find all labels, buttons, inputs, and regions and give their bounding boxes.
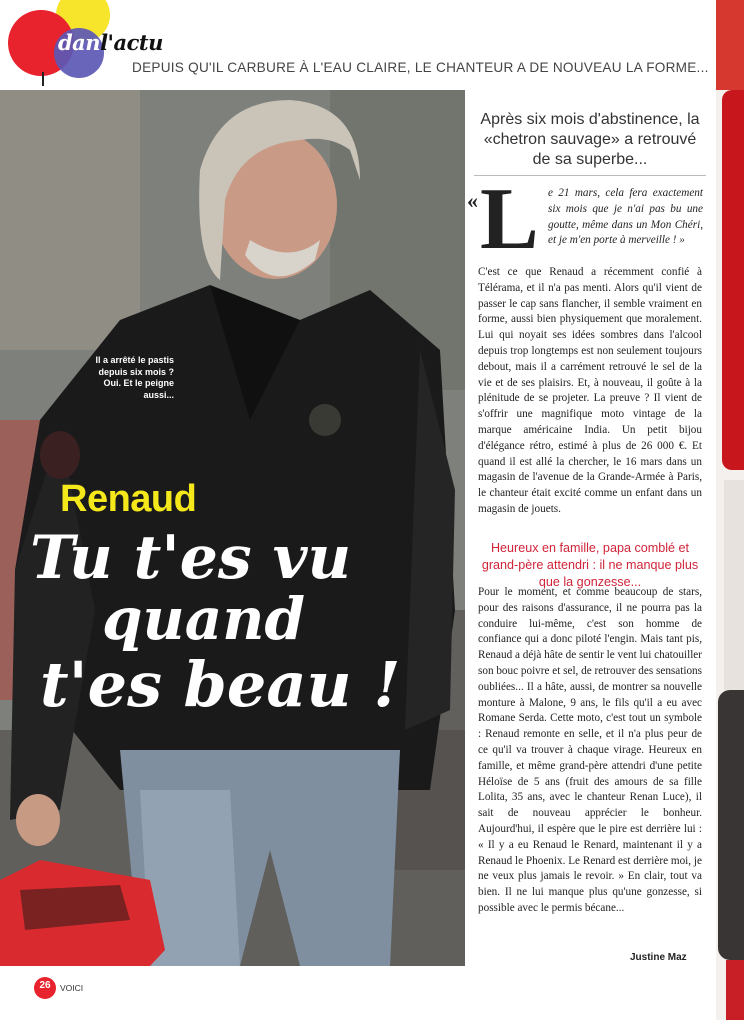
article-intro: e 21 mars, cela fera exactement six mois que je n'ai pas bu une goutte, même dans un Mon Chéri, et je m'en porte à merveille ! » bbox=[548, 187, 703, 247]
drop-cap: L bbox=[480, 171, 539, 268]
photo-caption: Il a arrêté le pastis depuis six mois ? Oui. Et le peigne aussi... bbox=[95, 355, 174, 400]
byline: Justine Maz bbox=[630, 952, 687, 963]
subject-name: Renaud bbox=[60, 478, 197, 520]
article-body-part-2: Pour le moment, et comme beaucoup de stars, pour des raisons d'assurance, il ne pourra pas la conduire lui-même, c'est son homme de confiance qui a donc piloté l'engin. Mais tant pis, Renaud a déjà hâte de sentir le vent lui chatouiller son bouc poivre et sel, de retrouver des sensations oubliées... Il a hâte, aussi, de montrer sa nouvelle monture à Malone, 9 ans, le fils qu'il a eu avec Romane Serda. Cette moto, c'est tout un symbole : Renaud remonte en selle, et il n'a plus peur de ce qu'il va trouver à chaque virage. Heureux en famille, et même grand-père attendri d'une petite Héloïse de 5 ans (fruit des amours de sa fille Lolita, 35 ans, avec le chanteur Renan Luce), il sait de nouveau apprécier le bonheur. Aujourd'hui, il espère que le pire est derrière lui : « Il y a eu Renaud le Renard, maintenant il y a Renaud le Phoenix. Le Renard est derrière moi, je ne veux plus jamais le revoir. » En clair, tout va bien. Il ne lui manque plus qu'une gonzesse, si possible avec le permis bécane... bbox=[478, 586, 703, 914]
facing-page-strip bbox=[716, 0, 744, 1020]
magazine-name: VOICI bbox=[60, 983, 84, 993]
kicker: DEPUIS QU'IL CARBURE À L'EAU CLAIRE, LE CHANTEUR A DE NOUVEAU LA FORME... bbox=[132, 60, 709, 75]
headline-line-1: Tu t'es vu bbox=[30, 523, 352, 593]
page-number: 26 bbox=[39, 980, 51, 991]
article-subhead: Heureux en famille, papa comblé et grand-père attendri : il ne manque plus que la gonzesse... bbox=[481, 541, 699, 589]
section-label: danl'actu bbox=[58, 30, 163, 55]
headline-line-3: t'es beau ! bbox=[40, 648, 401, 721]
logo-tick bbox=[42, 72, 44, 86]
article-deck: Après six mois d'abstinence, la «chetron sauvage» a retrouvé de sa superbe... bbox=[480, 111, 700, 168]
article-body-part-1: C'est ce que Renaud a récemment confié à Télérama, et il n'a pas menti. Alors qu'il vient de passer le cap sans flancher, il semble vraiment en forme, aussi bien physiquement que moralement. Lui qui noyait ses idées sombres dans l'alcool depuis trop longtemps est non seulement toujours debout, mais il a carrément retrouvé le sel de la vie et de ses plaisirs. Et, à nouveau, il goûte à la plénitude de se projeter. La preuve ? Il vient de s'offrir une magnifique moto vintage de la marque américaine India. Un petit bijou d'élégance rétro, estimé à plus de 26 000 €. Et quand il est allé la chercher, le 16 mars dans un magasin de l'avenue de la Grande-Armée à Paris, le chanteur était excité comme un enfant dans un magasin de jouets. bbox=[478, 266, 702, 515]
opening-quote: « bbox=[467, 188, 478, 213]
headline-line-2: quand bbox=[102, 585, 306, 653]
